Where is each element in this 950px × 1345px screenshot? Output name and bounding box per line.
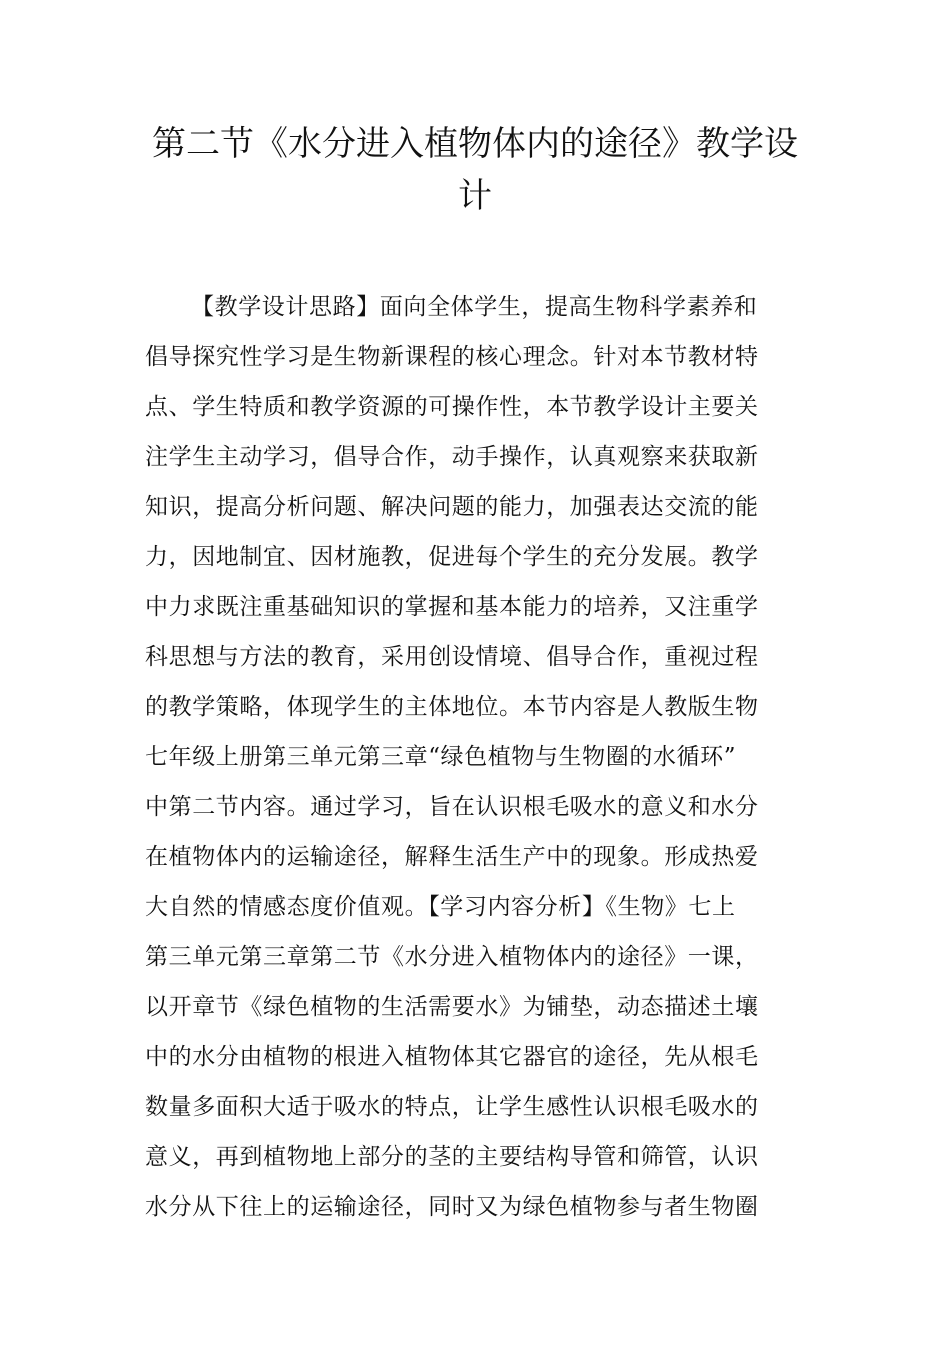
- body-line-6: 力，因地制宜、因材施教，促进每个学生的充分发展。教学: [145, 544, 759, 570]
- body-line-1: 【教学设计思路】面向全体学生，提高生物科学素养和: [191, 294, 758, 320]
- body-line-14: 第三单元第三章第二节《水分进入植物体内的途径》一课，: [145, 944, 759, 970]
- body-line-10: 七年级上册第三单元第三章“绿色植物与生物圈的水循环”: [145, 744, 737, 770]
- title-line-2: 计: [458, 176, 492, 216]
- body-line-12: 在植物体内的运输途径，解释生活生产中的现象。形成热爱: [145, 844, 759, 870]
- body-line-13: 大自然的情感态度价值观。【学习内容分析】《生物》七上: [145, 894, 736, 920]
- body-line-18: 意义，再到植物地上部分的茎的主要结构导管和筛管，认识: [145, 1144, 759, 1170]
- body-line-2: 倡导探究性学习是生物新课程的核心理念。针对本节教材特: [145, 344, 759, 370]
- title-line-1: 第二节《水分进入植物体内的途径》教学设: [152, 124, 798, 164]
- body-line-17: 数量多面积大适于吸水的特点，让学生感性认识根毛吸水的: [145, 1094, 759, 1120]
- body-line-19: 水分从下往上的运输途径，同时又为绿色植物参与者生物圈: [145, 1194, 759, 1220]
- body-line-4: 注学生主动学习，倡导合作，动手操作，认真观察来获取新: [145, 444, 759, 470]
- body-line-8: 科思想与方法的教育，采用创设情境、倡导合作，重视过程: [145, 644, 759, 670]
- body-line-16: 中的水分由植物的根进入植物体其它器官的途径，先从根毛: [145, 1044, 759, 1070]
- body-line-11: 中第二节内容。通过学习，旨在认识根毛吸水的意义和水分: [145, 794, 759, 820]
- body-line-9: 的教学策略，体现学生的主体地位。本节内容是人教版生物: [145, 694, 759, 720]
- body-line-3: 点、学生特质和教学资源的可操作性，本节教学设计主要关: [145, 394, 759, 420]
- body-line-15: 以开章节《绿色植物的生活需要水》为铺垫，动态描述土壤: [145, 994, 759, 1020]
- body-line-5: 知识，提高分析问题、解决问题的能力，加强表达交流的能: [145, 494, 759, 520]
- body-line-7: 中力求既注重基础知识的掌握和基本能力的培养，又注重学: [145, 594, 759, 620]
- document-body: [145, 282, 805, 1232]
- document-title: [140, 118, 810, 222]
